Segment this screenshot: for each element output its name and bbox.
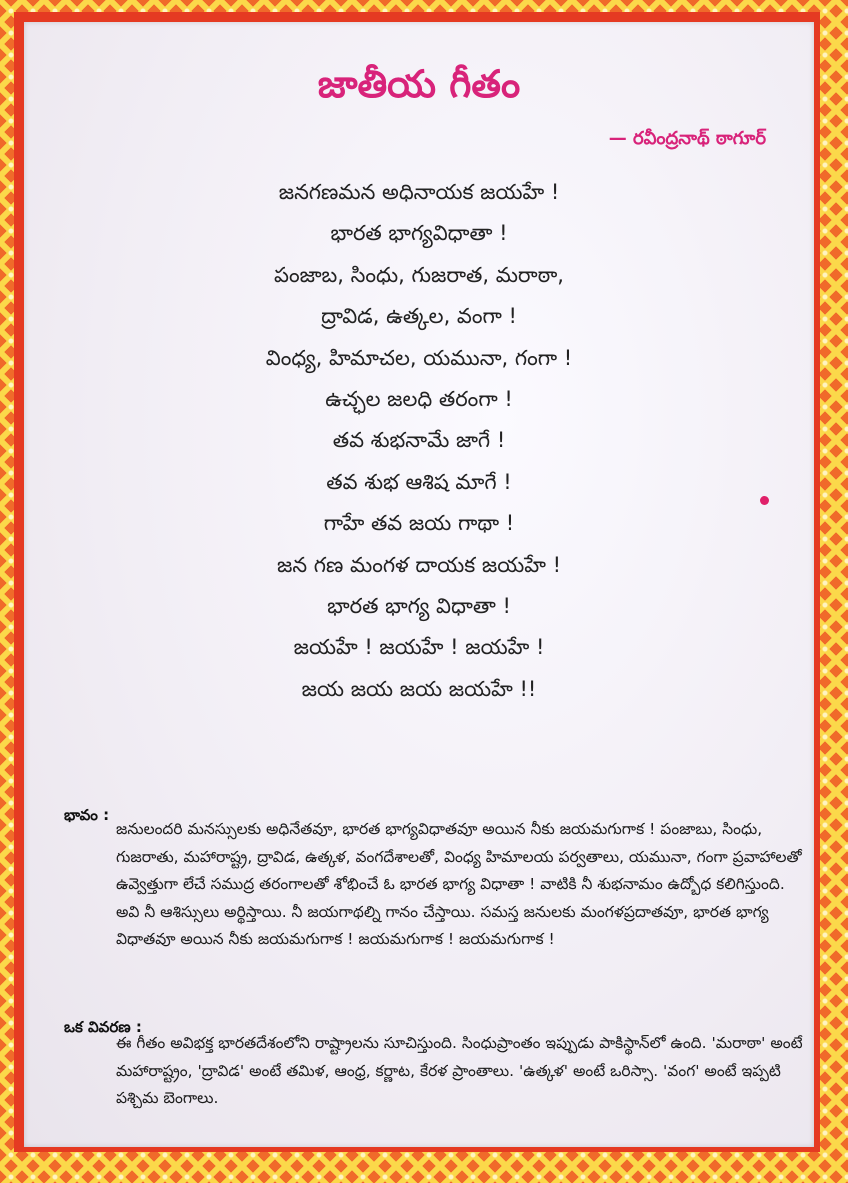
lyric-line: ఉచ్ఛల జలధి తరంగా !	[325, 386, 513, 411]
lyric-line: జయ జయ జయ జయహే !!	[301, 676, 537, 701]
ink-dot	[760, 496, 769, 505]
vivarana-label: ఒక వివరణ :	[64, 1018, 142, 1036]
lyric-line: తవ శుభ ఆశిష మాగే !	[326, 469, 512, 494]
vivarana-text: ఈ గీతం అవిభక్త భారతదేశంలోని రాష్ట్రాలను సూచిస్తుంది. సింధుప్రాంతం ఇప్పుడు పాకిస్థాన్‌లో ఉంది. 'మరాఠా' అంటే మహారాష్ట్రం, 'ద్రావిడ' అంటే తమిళ, ఆంధ్ర, కర్ణాట, కేరళ ప్రాంతాలు. 'ఉత్కళ' అంటే ఒరిస్సా. 'వంగ' అంటే ఇప్పటి పశ్చిమ బెంగాలు.	[116, 1034, 803, 1107]
lyric-line: వింధ్య, హిమాచల, యమునా, గంగా !	[265, 345, 573, 370]
author-credit: — రవీంద్రనాథ్ ఠాగూర్	[608, 128, 766, 149]
anthem-lyrics	[24, 172, 814, 710]
page	[24, 22, 814, 1147]
lyric-line: భారత భాగ్యవిధాతా !	[330, 221, 508, 246]
lyric-line: తవ శుభనామే జాగే !	[332, 428, 506, 453]
page-title: జాతీయ గీతం	[317, 62, 521, 106]
lyric-line: జనగణమన అధినాయక జయహే !	[278, 180, 560, 204]
lyric-line: జయహే ! జయహే ! జయహే !	[293, 635, 545, 660]
lyric-line: జన గణ మంగళ దాయక జయహే !	[277, 552, 561, 577]
lyric-line: భారత భాగ్య విధాతా !	[327, 593, 511, 618]
lyric-line: గాహే తవ జయ గాథా !	[323, 511, 515, 536]
bhavam-text: జనులందరి మనస్సులకు అధినేతవూ, భారత భాగ్యవిధాతవూ అయిన నీకు జయమగుగాక ! పంజాబు, సింధు, గుజరాతు, మహారాష్ట్ర, ద్రావిడ, ఉత్కళ, వంగదేశాలతో, వింధ్య హిమాలయ పర్వతాలు, యమునా, గంగా ప్రవాహాలతో ఉవ్వెత్తుగా లేచే సముద్ర తరంగాలతో శోభించే ఓ భారత భాగ్య విధాతా ! వాటికి నీ శుభనామం ఉద్బోధ కలిగిస్తుంది. అవి నీ ఆశిస్సులు అర్థిస్తాయి. నీ జయగాథల్ని గానం చేస్తాయి. సమస్త జనులకు మంగళప్రదాతవూ, భారత భాగ్య విధాతవూ అయిన నీకు జయమగుగాక ! జయమగుగాక ! జయమగుగాక !	[116, 820, 802, 948]
lyric-line: ద్రావిడ, ఉత్కల, వంగా !	[321, 304, 517, 329]
bhavam-label: భావం :	[64, 806, 110, 824]
lyric-line: పంజాబ, సింధు, గుజరాత, మరాఠా,	[274, 262, 564, 287]
